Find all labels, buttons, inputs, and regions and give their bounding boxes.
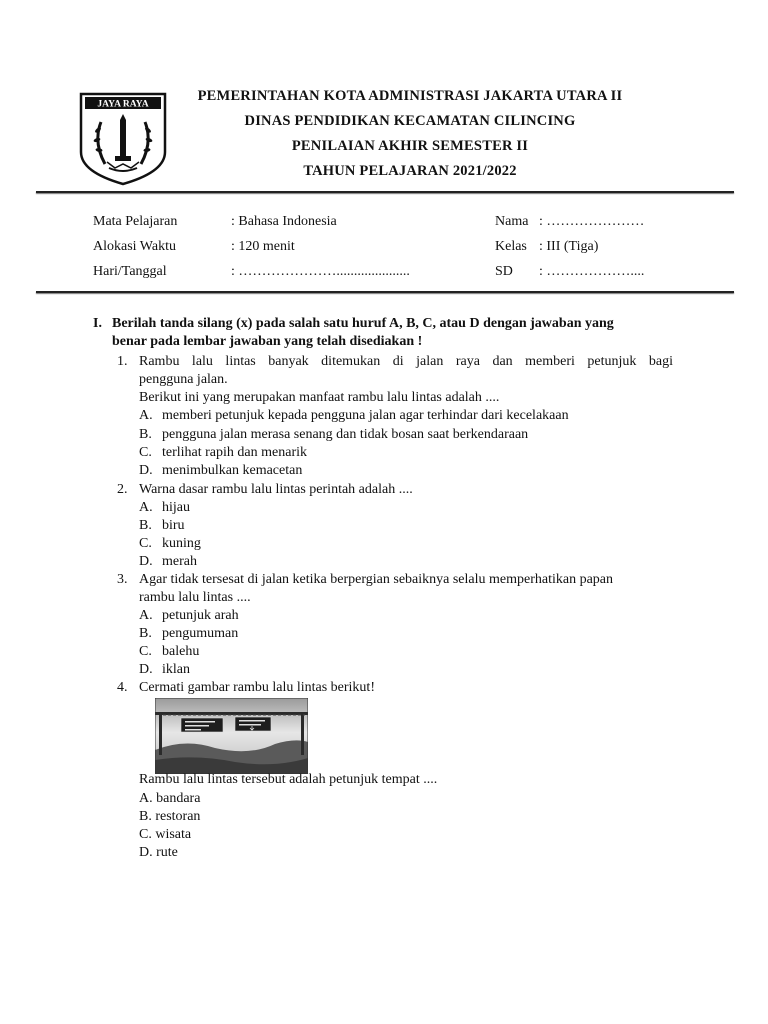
- question-number: 3.: [117, 572, 128, 587]
- option-text: petunjuk arah: [162, 608, 239, 623]
- answer-option: [139, 808, 200, 826]
- option-letter: B.: [139, 518, 152, 533]
- section-instruction-line1: Berilah tanda silang (x) pada salah satu huruf A, B, C, atau D dengan jawaban yang: [112, 316, 614, 331]
- option-text: pengumuman: [162, 626, 239, 641]
- header-exam: PENILAIAN AKHIR SEMESTER II: [291, 138, 529, 154]
- option-letter: B.: [139, 809, 152, 824]
- date-label: Hari/Tanggal: [93, 264, 167, 279]
- answer-option: [139, 790, 200, 808]
- option-letter: A.: [139, 608, 153, 623]
- duration-label: Alokasi Waktu: [93, 239, 176, 254]
- name-value: : …………………: [539, 214, 645, 229]
- option-letter: C.: [139, 536, 152, 551]
- answer-option: [139, 535, 201, 553]
- option-letter: D.: [139, 554, 153, 569]
- answer-option: [139, 625, 238, 643]
- option-letter: C.: [139, 644, 152, 659]
- header-year: TAHUN PELAJARAN 2021/2022: [303, 163, 517, 179]
- duration-value: : 120 menit: [231, 239, 295, 254]
- question-text: Agar tidak tersesat di jalan ketika berpergian sebaiknya selalu memperhatikan papan: [139, 572, 614, 587]
- name-label: Nama: [495, 214, 529, 229]
- info-divider: [36, 291, 734, 293]
- option-text: hijau: [162, 500, 190, 515]
- option-letter: A.: [139, 408, 153, 423]
- date-value: : ………………….....................: [231, 264, 410, 279]
- answer-option: [139, 643, 199, 661]
- answer-option: [139, 517, 185, 535]
- option-text: memberi petunjuk kepada pengguna jalan agar terhindar dari kecelakaan: [162, 408, 569, 423]
- option-text: wisata: [155, 827, 192, 842]
- option-text: merah: [162, 554, 197, 569]
- question-number: 4.: [117, 680, 128, 695]
- header-government: PEMERINTAHAN KOTA ADMINISTRASI JAKARTA UTARA II: [197, 88, 623, 104]
- subject-label: Mata Pelajaran: [93, 214, 178, 229]
- question-text: rambu lalu lintas ....: [139, 590, 251, 605]
- option-text: menimbulkan kemacetan: [162, 463, 303, 478]
- answer-option: [139, 553, 197, 571]
- option-text: rute: [156, 845, 178, 860]
- option-letter: B.: [139, 427, 152, 442]
- question-number: 1.: [117, 354, 128, 369]
- answer-option: [139, 444, 307, 462]
- option-letter: C.: [139, 445, 152, 460]
- question-text: pengguna jalan.: [139, 372, 228, 387]
- option-text: balehu: [162, 644, 200, 659]
- answer-option: [139, 826, 191, 844]
- road-sign-photo: [155, 698, 308, 774]
- answer-option: [139, 661, 190, 679]
- svg-text:JAYA RAYA: JAYA RAYA: [97, 99, 149, 110]
- class-value: : III (Tiga): [539, 239, 599, 254]
- question-text: Cermati gambar rambu lalu lintas berikut!: [139, 680, 375, 695]
- option-text: pengguna jalan merasa senang dan tidak bosan saat berkendaraan: [162, 427, 529, 442]
- option-text: restoran: [155, 809, 201, 824]
- class-label: Kelas: [495, 239, 527, 254]
- answer-option: [139, 462, 302, 480]
- option-letter: D.: [139, 662, 153, 677]
- school-label: SD: [495, 264, 513, 279]
- option-letter: A.: [139, 791, 153, 806]
- option-text: bandara: [156, 791, 201, 806]
- header-department: DINAS PENDIDIKAN KECAMATAN CILINCING: [244, 113, 576, 129]
- answer-option: [139, 407, 569, 425]
- section-number: I.: [93, 316, 102, 331]
- question-number: 2.: [117, 482, 128, 497]
- option-letter: D.: [139, 463, 153, 478]
- answer-option: [139, 499, 190, 517]
- answer-option: [139, 844, 178, 862]
- answer-option: [139, 426, 528, 444]
- question-text: Rambu lalu lintas banyak ditemukan di jalan raya dan memberi petunjuk bagi: [139, 354, 673, 369]
- subject-value: : Bahasa Indonesia: [231, 214, 337, 229]
- option-text: iklan: [162, 662, 190, 677]
- answer-option: [139, 607, 239, 625]
- option-letter: D.: [139, 845, 153, 860]
- option-letter: C.: [139, 827, 152, 842]
- section-instruction-line2: benar pada lembar jawaban yang telah disediakan !: [112, 334, 423, 349]
- option-letter: B.: [139, 626, 152, 641]
- option-letter: A.: [139, 500, 153, 515]
- question-text: Rambu lalu lintas tersebut adalah petunjuk tempat ....: [139, 772, 438, 787]
- header-divider: [36, 191, 734, 193]
- question-text: Berikut ini yang merupakan manfaat rambu lalu lintas adalah ....: [139, 390, 500, 405]
- school-value: : ………………....: [539, 264, 645, 279]
- option-text: terlihat rapih dan menarik: [162, 445, 307, 460]
- question-text: Warna dasar rambu lalu lintas perintah adalah ....: [139, 482, 413, 497]
- option-text: biru: [162, 518, 185, 533]
- option-text: kuning: [162, 536, 201, 551]
